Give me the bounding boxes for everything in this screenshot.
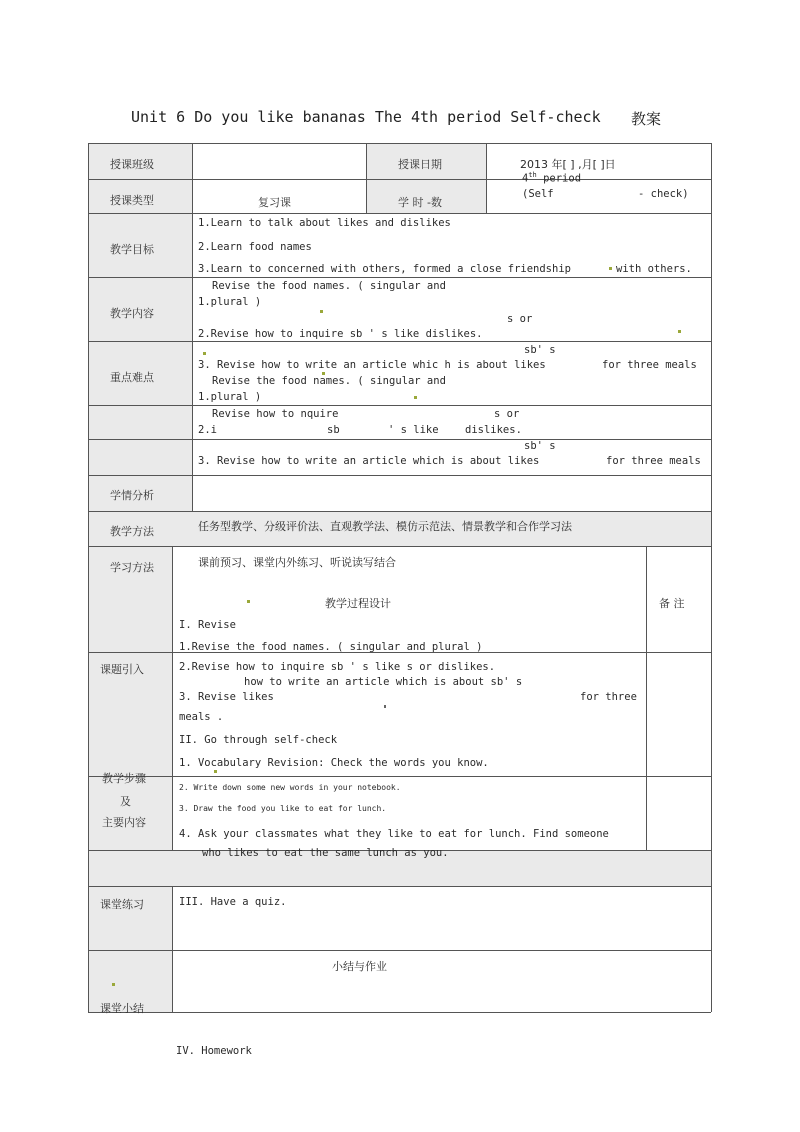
label-bg-extra2 — [88, 439, 192, 475]
practice-value: III. Have a quiz. — [179, 896, 287, 908]
notes-label: 备 注 — [659, 597, 685, 610]
objective-1: 1.Learn to talk about likes and dislikes — [198, 217, 451, 229]
speck — [203, 352, 206, 355]
rule — [88, 511, 711, 512]
extra-line-5: ' s like — [388, 424, 439, 436]
extra-line-3: 2.i — [198, 424, 217, 436]
rule — [88, 776, 711, 777]
content-line-1: Revise the food names. ( singular and — [212, 280, 446, 292]
extra-line-6: dislikes. — [465, 424, 522, 436]
steps-label-3: 主要内容 — [102, 816, 146, 829]
class-label: 授课班级 — [110, 158, 154, 171]
rule — [88, 886, 711, 887]
page-title-cn: 教案 — [631, 110, 662, 128]
objective-3: 3.Learn to concerned with others, formed a close friendship — [198, 263, 571, 275]
rule — [88, 546, 711, 547]
intro-line-7: meals . — [179, 711, 224, 723]
objective-2: 2.Learn food names — [198, 241, 312, 253]
intro-line-3: 2.Revise how to inquire sb ' s like s or dislikes. — [179, 661, 496, 673]
methods-value: 任务型教学、分级评价法、直观教学法、模仿示范法、情景教学和合作学习法 — [198, 520, 572, 533]
speck — [384, 705, 386, 708]
process-title: 教学过程设计 — [325, 597, 391, 610]
period-line2b: - check) — [638, 188, 689, 200]
rule — [88, 179, 711, 180]
rule — [88, 439, 711, 440]
rule-v — [172, 886, 173, 1012]
intro-line-6: for three — [580, 691, 637, 703]
rule-v — [646, 546, 647, 850]
page-title: Unit 6 Do you like bananas The 4th period Self-check — [131, 108, 601, 126]
speck — [414, 396, 417, 399]
rule — [88, 405, 711, 406]
type-label: 授课类型 — [110, 194, 154, 207]
date-value: 2013 年[ ] ,月[ ]日 — [520, 158, 616, 171]
speck — [609, 267, 612, 270]
date-label: 授课日期 — [398, 158, 442, 171]
period-line2a: (Self — [522, 188, 554, 200]
speck — [214, 770, 217, 773]
speck — [247, 600, 250, 603]
speck — [678, 330, 681, 333]
step-line-3: 3. Draw the food you like to eat for lunch. — [179, 804, 387, 813]
intro-line-1: I. Revise — [179, 619, 236, 631]
intro-line-8: II. Go through self-check — [179, 734, 338, 746]
rule-v — [88, 143, 89, 1012]
label-bg-extra1 — [88, 405, 192, 439]
label-bg-steps — [88, 776, 172, 850]
objective-3b: with others. — [616, 263, 692, 275]
intro-label: 课题引入 — [100, 663, 144, 676]
practice-label: 课堂练习 — [100, 898, 144, 911]
speck — [320, 310, 323, 313]
keypoints-label: 重点难点 — [110, 371, 154, 384]
objectives-label: 教学目标 — [110, 243, 154, 256]
intro-line-9: 1. Vocabulary Revision: Check the words you know. — [179, 757, 489, 769]
rule — [88, 1012, 711, 1013]
keypoint-line-5: 1.plural ) — [198, 391, 262, 403]
rule — [88, 213, 711, 214]
intro-line-5: 3. Revise likes — [179, 691, 274, 703]
rule-v — [486, 143, 487, 213]
rule — [88, 341, 711, 342]
extra-line-2: s or — [494, 408, 520, 420]
step-line-2: 2. Write down some new words in your notebook. — [179, 783, 401, 792]
homework-heading: IV. Homework — [176, 1045, 252, 1057]
content-label: 教学内容 — [110, 307, 154, 320]
rule — [88, 950, 711, 951]
keypoint-line-1: sb' s — [524, 344, 556, 356]
learning-value: 课前预习、课堂内外练习、听说读写结合 — [198, 556, 396, 569]
period-line1: 4th period — [522, 171, 582, 185]
type-value: 复习课 — [258, 196, 291, 209]
speck — [322, 372, 325, 375]
content-line-2: 1.plural ) — [198, 296, 262, 308]
extra-line-8: 3. Revise how to write an article which is about likes — [198, 455, 540, 467]
summary-label: 课堂小结 — [100, 1002, 144, 1015]
extra-line-4: sb — [327, 424, 340, 436]
intro-line-4: how to write an article which is about sb' s — [244, 676, 523, 688]
hours-label: 学 时 -数 — [398, 196, 442, 209]
keypoint-line-2: 3. Revise how to write an article whic h is about likes — [198, 359, 546, 371]
rule-v — [172, 546, 173, 850]
speck — [112, 983, 115, 986]
extra-line-7: sb' s — [524, 440, 556, 452]
keypoint-line-3: for three meals — [602, 359, 697, 371]
methods-label: 教学方法 — [110, 525, 154, 538]
content-line-4: 2.Revise how to inquire sb ' s like dislikes. — [198, 328, 483, 340]
summary-title: 小结与作业 — [332, 960, 387, 973]
rule-v — [711, 143, 712, 1012]
keypoint-line-4: Revise the food names. ( singular and — [212, 375, 446, 387]
analysis-label: 学情分析 — [110, 489, 154, 502]
steps-label-1: 教学步骤 — [102, 772, 146, 785]
rule-v — [192, 143, 193, 511]
extra-line-9: for three meals — [606, 455, 701, 467]
step-line-4: 4. Ask your classmates what they like to eat for lunch. Find someone — [179, 828, 609, 840]
rule — [88, 143, 711, 144]
rule — [88, 475, 711, 476]
learning-label: 学习方法 — [110, 561, 154, 574]
step-line-5: who likes to eat the same lunch as you. — [202, 847, 449, 859]
rule-v — [366, 143, 367, 213]
steps-label-2: 及 — [120, 795, 131, 808]
content-line-3: s or — [507, 313, 533, 325]
rule — [88, 277, 711, 278]
intro-line-2: 1.Revise the food names. ( singular and plural ) — [179, 641, 483, 653]
extra-line-1: Revise how to nquire — [212, 408, 339, 420]
